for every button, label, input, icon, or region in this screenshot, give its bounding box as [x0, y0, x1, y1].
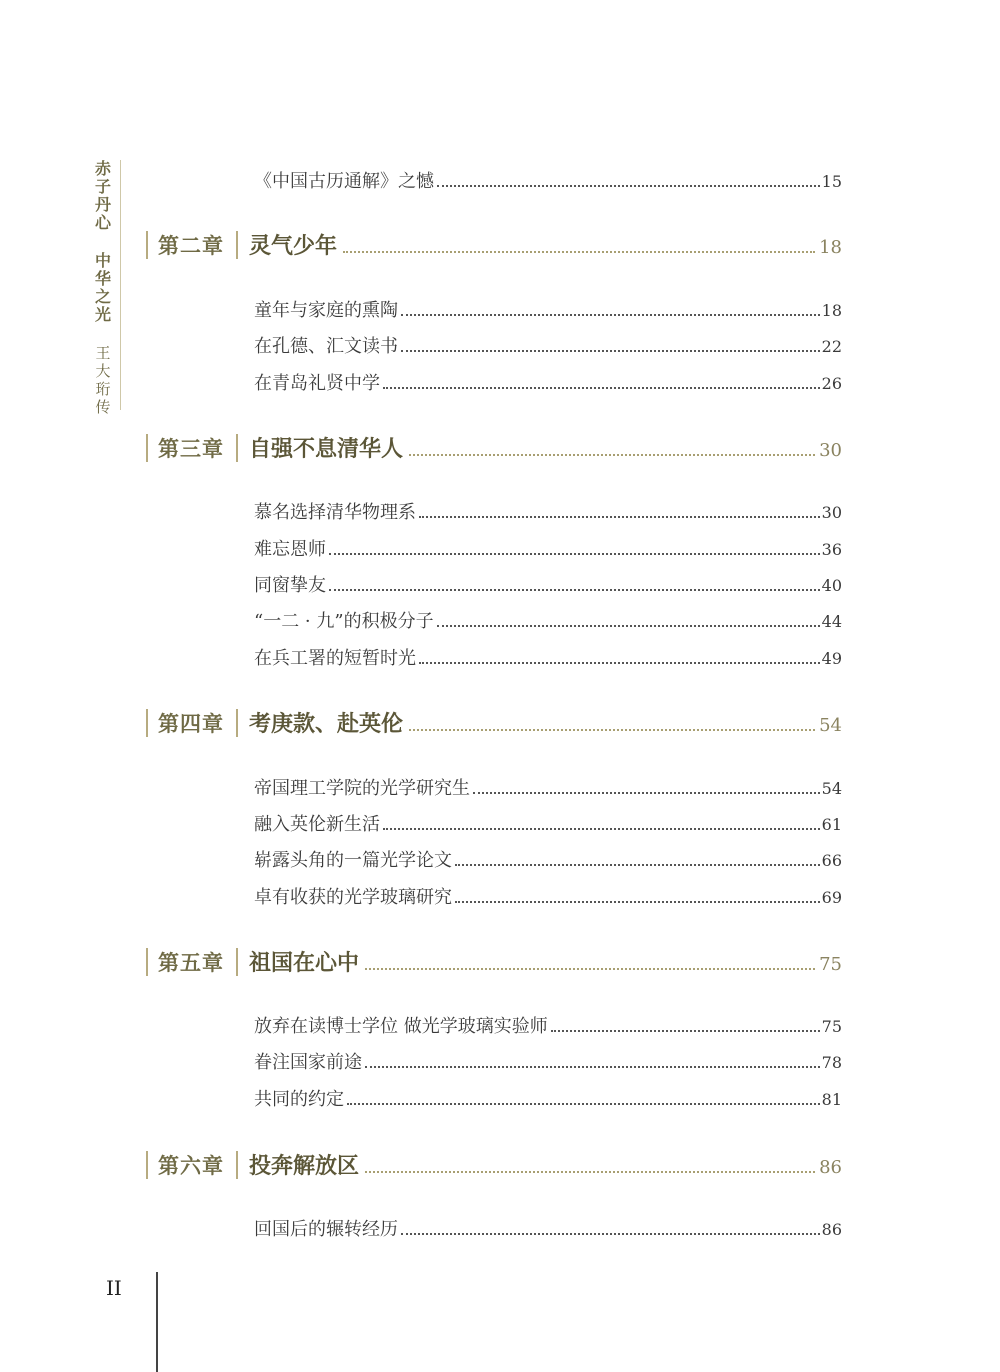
toc-entry[interactable]: [254, 1048, 842, 1074]
leader-dots: [383, 387, 820, 389]
leader-dots: [329, 589, 820, 591]
side-title-char: 珩: [95, 380, 111, 398]
leader-dots: [401, 314, 820, 316]
toc-entry-page: 36: [821, 540, 842, 559]
toc-entry-title: 在兵工署的短暂时光: [254, 648, 416, 669]
chapter-title: 祖国在心中: [249, 950, 360, 976]
side-title-char: 传: [95, 398, 111, 416]
side-title-char: 赤: [94, 159, 111, 178]
toc-entry-page: 40: [821, 576, 842, 595]
leader-dots: [401, 1233, 820, 1235]
toc-entry[interactable]: [254, 644, 842, 670]
side-title-char: 丹: [94, 195, 111, 214]
toc-entry-title: 难忘恩师: [254, 539, 326, 560]
leader-dots: [383, 828, 820, 830]
chapter-separator: [236, 231, 238, 259]
side-title-char: 华: [94, 269, 111, 288]
toc-entry-title: 童年与家庭的熏陶: [254, 300, 398, 321]
toc-entry[interactable]: [254, 1012, 842, 1038]
toc-entry-page: 44: [821, 612, 842, 631]
toc-entry[interactable]: [254, 571, 842, 597]
bottom-divider: [156, 1272, 158, 1372]
toc-entry-title: 崭露头角的一篇光学论文: [254, 850, 452, 871]
toc-entry[interactable]: [254, 535, 842, 561]
chapter-bar: [146, 1151, 148, 1179]
leader-dots: [329, 553, 820, 555]
side-title-char: 大: [95, 362, 111, 380]
chapter-bar: [146, 434, 148, 462]
toc-entry[interactable]: [254, 883, 842, 909]
toc-entry[interactable]: [254, 332, 842, 358]
chapter-page: 30: [819, 440, 842, 461]
toc-entry[interactable]: [254, 810, 842, 836]
chapter-title: 考庚款、赴英伦: [249, 711, 404, 737]
leader-dots: [365, 968, 815, 970]
chapter-page: 54: [819, 715, 842, 736]
toc-entry-page: 30: [821, 503, 842, 522]
toc-entry-title: 在孔德、汇文读书: [254, 336, 398, 357]
chapter-heading[interactable]: [146, 946, 842, 977]
page-number: II: [106, 1276, 122, 1300]
toc-entry[interactable]: [254, 774, 842, 800]
chapter-bar: [146, 231, 148, 259]
leader-dots: [437, 625, 820, 627]
toc-entry-title: 融入英伦新生活: [254, 814, 380, 835]
chapter-heading[interactable]: [146, 1149, 842, 1180]
leader-dots: [343, 251, 815, 253]
toc-entry-title: 同窗挚友: [254, 575, 326, 596]
chapter-separator: [236, 709, 238, 737]
toc-entry[interactable]: [254, 1215, 842, 1241]
chapter-page: 75: [819, 954, 842, 975]
toc-entry[interactable]: [254, 167, 842, 193]
leader-dots: [419, 516, 820, 518]
toc-entry-title: 慕名选择清华物理系: [254, 502, 416, 523]
chapter-label: 第六章: [158, 1153, 224, 1178]
toc-entry-page: 54: [821, 779, 842, 798]
chapter-label: 第五章: [158, 950, 224, 975]
chapter-label: 第三章: [158, 436, 224, 461]
toc-entry-page: 78: [821, 1053, 842, 1072]
leader-dots: [455, 864, 820, 866]
side-title-char: 光: [94, 305, 111, 324]
toc-entry[interactable]: [254, 846, 842, 872]
chapter-heading[interactable]: [146, 432, 842, 463]
toc-entry-page: 81: [821, 1090, 842, 1109]
toc-entry-title: 回国后的辗转经历: [254, 1219, 398, 1240]
toc-entry-title: 卓有收获的光学玻璃研究: [254, 887, 452, 908]
chapter-title: 灵气少年: [249, 233, 338, 259]
toc-entry-title: 眷注国家前途: [254, 1052, 362, 1073]
toc-entry-page: 49: [821, 649, 842, 668]
chapter-bar: [146, 948, 148, 976]
leader-dots: [551, 1030, 820, 1032]
chapter-separator: [236, 434, 238, 462]
side-title-char: 王: [95, 344, 111, 362]
toc-entry-title: 帝国理工学院的光学研究生: [254, 778, 470, 799]
toc-entry-title: 《中国古历通解》之憾: [254, 171, 434, 192]
leader-dots: [365, 1171, 815, 1173]
toc-entry[interactable]: [254, 1085, 842, 1111]
toc-entry-page: 61: [821, 815, 842, 834]
chapter-heading[interactable]: [146, 707, 842, 738]
side-title-char: 子: [94, 177, 111, 196]
chapter-label: 第四章: [158, 711, 224, 736]
toc-entry-page: 75: [821, 1017, 842, 1036]
leader-dots: [419, 662, 820, 664]
toc-entry[interactable]: [254, 369, 842, 395]
toc-entry-title: 在青岛礼贤中学: [254, 373, 380, 394]
leader-dots: [409, 729, 815, 731]
toc-entry-page: 18: [821, 301, 842, 320]
toc-entry[interactable]: [254, 296, 842, 322]
chapter-separator: [236, 948, 238, 976]
chapter-page: 18: [819, 237, 842, 258]
toc-entry-page: 69: [821, 888, 842, 907]
chapter-page: 86: [819, 1157, 842, 1178]
chapter-label: 第二章: [158, 233, 224, 258]
side-title-char: 心: [94, 213, 111, 232]
toc-entry-title: “一二 · 九”的积极分子: [254, 611, 434, 632]
leader-dots: [347, 1103, 820, 1105]
toc-entry-page: 66: [821, 851, 842, 870]
toc-entry-page: 22: [821, 337, 842, 356]
toc-entry[interactable]: [254, 498, 842, 524]
leader-dots: [401, 350, 820, 352]
leader-dots: [437, 185, 820, 187]
toc-entry-page: 15: [821, 172, 842, 191]
chapter-heading[interactable]: [146, 229, 842, 260]
chapter-bar: [146, 709, 148, 737]
chapter-separator: [236, 1151, 238, 1179]
toc-entry-title: 共同的约定: [254, 1089, 344, 1110]
toc-entry[interactable]: [254, 607, 842, 633]
leader-dots: [455, 901, 820, 903]
chapter-title: 投奔解放区: [249, 1153, 360, 1179]
toc-entry-page: 86: [821, 1220, 842, 1239]
leader-dots: [409, 454, 815, 456]
leader-dots: [365, 1066, 820, 1068]
toc-entry-title: 放弃在读博士学位 做光学玻璃实验师: [254, 1016, 548, 1037]
toc-entry-page: 26: [821, 374, 842, 393]
chapter-title: 自强不息清华人: [249, 436, 404, 462]
side-title-char: 之: [94, 287, 111, 306]
side-title-char: 中: [94, 251, 111, 270]
leader-dots: [473, 792, 820, 794]
